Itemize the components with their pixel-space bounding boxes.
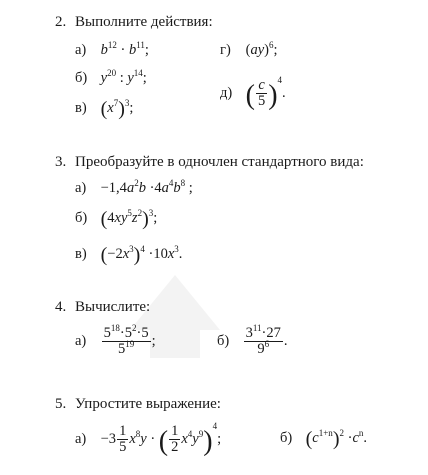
task-5-title: 5. Упростите выражение: [55, 396, 221, 412]
task-2-title: 2. Выполните действия: [55, 14, 213, 30]
task-5b: б) $(c^{1+n})^2 \cdot c^n$. [280, 428, 368, 450]
task-3-title: 3. Преобразуйте в одночлен стандартного вида: [55, 154, 364, 170]
task-2d: д) ( $\frac{c}{5}$ )$^4$. [220, 74, 286, 111]
task-2v: в) $(x^7)^3$; [75, 98, 134, 120]
task-3b: б) $(4xy^5z^2)^3$; [75, 208, 158, 230]
task-4b: б) $\frac{3^{11}\cdot 27}{9^6}$ . [217, 323, 288, 357]
task-5a: а) −3 $\frac{1}{5}$ $x^8y$ · ( $\frac{1}{2}$ $x^4y^9)^4$; [75, 420, 222, 457]
task-3v: в) $(-2x^3)^4 \cdot 10x^3$. [75, 244, 183, 266]
task-2b: б) $y^{20}$ : $y^{14}$; [75, 68, 147, 86]
task-4-title: 4. Вычислите: [55, 299, 151, 315]
task-2g: г) (ay)$^6$; [220, 40, 278, 58]
task-2a: а) $b^{12} \cdot b^{11}$; [75, 40, 149, 58]
task-3a: $а) -1,4a^2b \cdot 4a^4b^8$ ; [75, 178, 193, 196]
task-4a: а) $\frac{5^{18}\cdot 5^2\cdot 5}{5^{19}}$ ; [75, 323, 156, 357]
